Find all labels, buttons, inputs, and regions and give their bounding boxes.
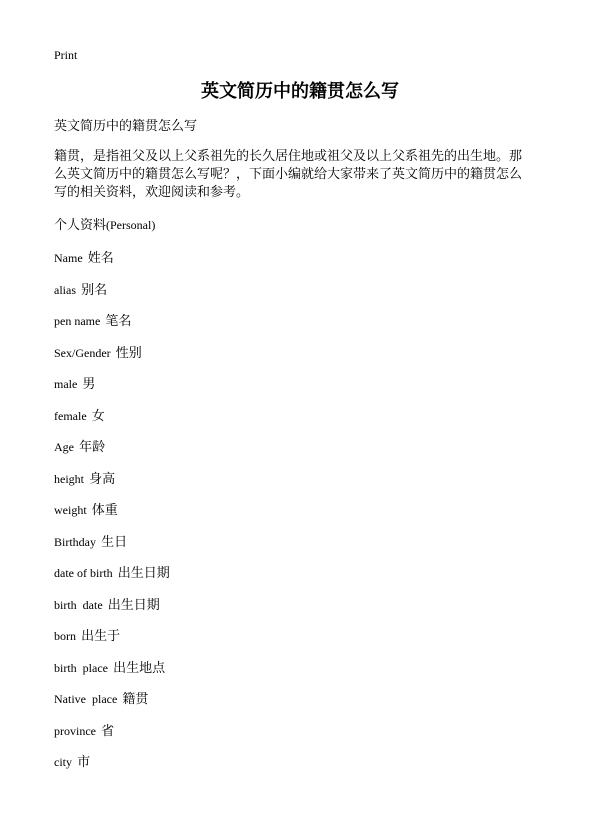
intro-paragraph xyxy=(54,148,554,202)
vocab-item xyxy=(54,279,170,311)
vocab-english: female xyxy=(54,408,87,423)
vocab-item xyxy=(54,657,170,689)
vocab-chinese: 省 xyxy=(101,723,115,739)
vocab-english: height xyxy=(54,471,84,486)
vocab-english: pen name xyxy=(54,314,101,328)
page-title: 英文简历中的籍贯怎么写 xyxy=(201,81,399,102)
vocab-chinese: 年龄 xyxy=(79,440,106,455)
vocab-english: birth date xyxy=(54,597,103,612)
vocab-chinese: 籍贯 xyxy=(122,692,149,707)
vocab-english: Age xyxy=(54,440,74,454)
intro-line: 籍贯，是指祖父及以上父系祖先的长久居住地或祖父及以上父系祖先的出生地。那 xyxy=(54,149,523,164)
print-link[interactable]: Print xyxy=(54,48,78,62)
vocab-item xyxy=(54,688,170,720)
vocab-english: alias xyxy=(54,282,76,297)
vocab-english: city xyxy=(54,755,72,769)
vocab-chinese: 体重 xyxy=(91,503,118,518)
vocab-english: born xyxy=(54,629,76,643)
vocab-english: Name xyxy=(54,251,83,265)
vocab-english: Sex/Gender xyxy=(54,345,111,360)
vocab-chinese: 女 xyxy=(91,408,105,424)
vocab-chinese: 生日 xyxy=(101,534,128,550)
vocab-chinese: 出生地点 xyxy=(113,660,166,676)
article-subtitle: 英文简历中的籍贯怎么写 xyxy=(54,119,198,134)
vocab-chinese: 出生于 xyxy=(81,629,121,644)
intro-line: 么英文简历中的籍贯怎么写呢？，下面小编就给大家带来了英文简历中的籍贯怎么 xyxy=(54,167,523,182)
vocab-english: Native place xyxy=(54,692,118,706)
vocab-item xyxy=(54,247,170,279)
vocab-item xyxy=(54,625,170,657)
section-heading-personal xyxy=(54,216,155,235)
vocab-item xyxy=(54,562,170,594)
vocab-chinese: 性别 xyxy=(115,345,142,361)
vocab-english: weight xyxy=(54,503,87,517)
vocab-chinese: 笔名 xyxy=(105,314,132,329)
vocab-item xyxy=(54,751,170,783)
vocab-chinese: 姓名 xyxy=(87,251,114,266)
section-heading-en: (Personal) xyxy=(106,218,156,232)
vocab-item xyxy=(54,499,170,531)
vocab-chinese: 男 xyxy=(82,377,96,392)
section-heading-zh: 个人资料 xyxy=(54,218,107,233)
vocab-item xyxy=(54,468,170,500)
vocab-item xyxy=(54,373,170,405)
vocabulary-list xyxy=(54,247,170,783)
vocab-chinese: 身高 xyxy=(89,471,116,487)
vocab-english: province xyxy=(54,723,96,738)
vocab-item xyxy=(54,405,170,437)
vocab-item xyxy=(54,594,170,626)
vocab-item xyxy=(54,436,170,468)
vocab-chinese: 别名 xyxy=(81,282,108,298)
vocab-english: birth place xyxy=(54,660,108,675)
vocab-english: date of birth xyxy=(54,566,113,580)
vocab-chinese: 出生日期 xyxy=(107,597,160,613)
vocab-chinese: 市 xyxy=(77,755,91,770)
intro-line: 写的相关资料，欢迎阅读和参考。 xyxy=(54,185,250,200)
vocab-english: Birthday xyxy=(54,534,96,549)
vocab-item xyxy=(54,531,170,563)
vocab-item xyxy=(54,310,170,342)
vocab-item xyxy=(54,720,170,752)
vocab-english: male xyxy=(54,377,78,391)
vocab-item xyxy=(54,342,170,374)
vocab-chinese: 出生日期 xyxy=(117,566,170,581)
